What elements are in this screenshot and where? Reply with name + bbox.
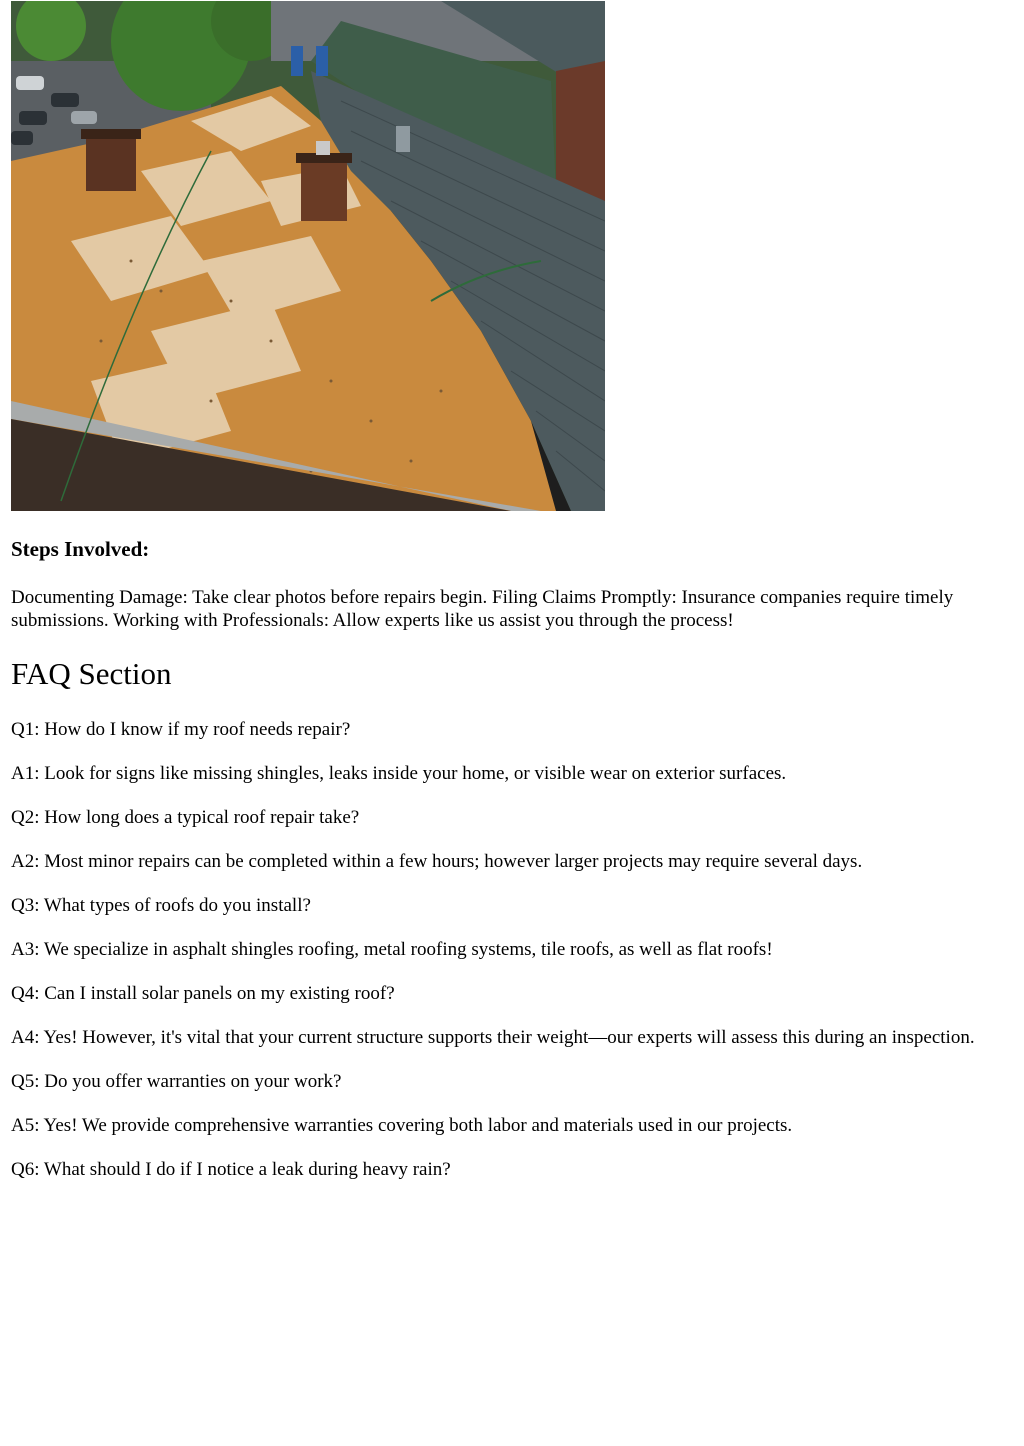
faq-answer: A3: We specialize in asphalt shingles roofing, metal roofing systems, tile roofs, as well as flat roofs! [11, 939, 773, 960]
faq-question: Q4: Can I install solar panels on my existing roof? [11, 983, 395, 1004]
faq-question: Q2: How long does a typical roof repair take? [11, 807, 360, 828]
faq-question: Q3: What types of roofs do you install? [11, 895, 311, 916]
steps-heading: Steps Involved: [11, 537, 150, 561]
faq-answer: A5: Yes! We provide comprehensive warranties covering both labor and materials used in our projects. [11, 1115, 793, 1136]
faq-answer: A1: Look for signs like missing shingles, leaks inside your home, or visible wear on exterior surfaces. [11, 763, 787, 784]
faq-heading: FAQ Section [11, 656, 172, 691]
roof-repair-photo [11, 1, 605, 511]
page-content [11, 0, 1011, 1180]
faq-question: Q1: How do I know if my roof needs repair? [11, 719, 351, 740]
faq-answer: A2: Most minor repairs can be completed within a few hours; however larger projects may require several days. [11, 851, 863, 872]
faq-question: Q6: What should I do if I notice a leak during heavy rain? [11, 1159, 451, 1180]
steps-paragraph: Documenting Damage: Take clear photos before repairs begin. Filing Claims Promptly: Insurance companies require timely submissions. Working with Professionals: Allow experts like us assist you through the process! [11, 587, 954, 631]
faq-question: Q5: Do you offer warranties on your work? [11, 1071, 342, 1092]
faq-answer: A4: Yes! However, it's vital that your current structure supports their weight—our experts will assess this during an inspection. [11, 1027, 975, 1048]
faq-list [11, 718, 1001, 1202]
